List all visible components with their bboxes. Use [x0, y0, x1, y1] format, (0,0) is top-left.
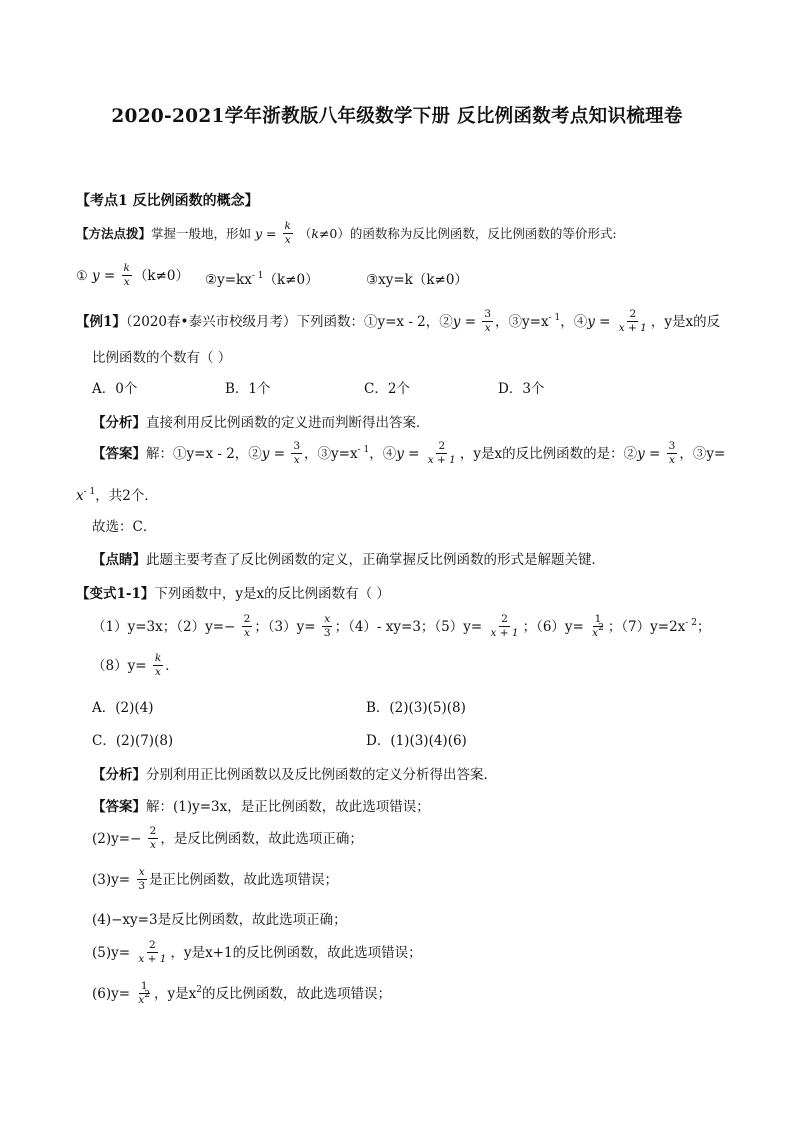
fraction-3-over-x: $\frac{3}{x}$: [293, 440, 301, 467]
variant-question: 【变式1-1】下列函数中，y是x的反比例函数有（ ）: [76, 586, 390, 602]
fraction-k-over-x: $\frac{k}{x}$: [284, 220, 291, 247]
method-text-a: 掌握一般地，形如: [151, 226, 252, 242]
fraction-3-over-x: $\frac{3}{x}$: [668, 440, 676, 467]
fraction-1-over-x-squared: $\frac{1}{x^2}$: [592, 613, 604, 640]
method-text-b: 的函数称为反比例函数，反比例函数的等价形式:: [349, 226, 617, 242]
form-2: $②y=kx^{- 1}(k\ne 0)$: [205, 271, 319, 288]
form-1: ① y = $\frac{k}{x}$ （k≠0）: [76, 262, 189, 289]
example1-answer: 【答案】解：①y=x - 2，②y = $\frac{3}{x}$ ，$③y=x^{- 1}$，④y = $\frac{2}{x + 1}$ ，y是x的反比例函数的是：②y = $\frac{3}{x}$ ，③y=: [92, 440, 726, 467]
variant-tag: 【变式1-1】: [76, 586, 155, 602]
fraction-k-over-x: $\frac{k}{x}$: [123, 262, 130, 289]
example1-analysis: 【分析】直接利用反比例函数的定义进而判断得出答案．: [92, 415, 430, 431]
fraction-2-over-x-plus-1: $\frac{2}{x + 1}$: [490, 613, 519, 640]
variant-answer-2: (2)y=− $\frac{2}{x}$ ，是反比例函数，故此选项正确；: [92, 825, 363, 852]
variant-answer-1: 【答案】解：(1)y=3x，是正比例函数，故此选项错误；: [92, 799, 430, 815]
fraction-x-over-3: $\frac{x}{3}$: [323, 613, 331, 640]
variant-analysis: 【分析】分别利用正比例函数以及反比例函数的定义分析得出答案．: [92, 767, 497, 783]
page-title: 2020-2021学年浙教版八年级数学下册 反比例函数考点知识梳理卷: [111, 106, 683, 127]
example1-choice: 故选：C．: [92, 519, 157, 535]
example1-option-d: D．3个: [498, 381, 545, 397]
variant-option-c: C．(2)(7)(8): [92, 733, 174, 749]
variant-answer-6: (6)y= $\frac{1}{x^2}$ ，y是$x^2$的反比例函数，故此选项错误；: [92, 980, 391, 1007]
example1-tag: 【例1】: [76, 314, 126, 331]
fraction-2-over-x: $\frac{2}{x}$: [243, 613, 251, 640]
fraction-2-over-x-plus-1: $\frac{2}{x + 1}$: [427, 440, 456, 467]
example1-answer-line2: $x^{- 1}$，共2个．: [76, 487, 158, 504]
fraction-1-over-x-squared: $\frac{1}{x^2}$: [138, 980, 151, 1007]
example1-option-c: C．2个: [364, 381, 410, 397]
variant-answer-4: (4)−xy=3是反比例函数，故此选项正确；: [92, 912, 347, 928]
variant-answer-5: (5)y= $\frac{2}{x + 1}$ ，y是x+1的反比例函数，故此选项错误；: [92, 939, 422, 966]
fraction-x-over-3: $\frac{x}{3}$: [138, 866, 146, 893]
variant-answer-3: (3)y= $\frac{x}{3}$ 是正比例函数，故此选项错误；: [92, 866, 339, 893]
variant-option-b: B．(2)(3)(5)(8): [366, 700, 466, 716]
example1-option-a: A．0个: [92, 381, 138, 397]
variant-items-line1: （1）y=3x；（2）y=− $\frac{2}{x}$ ；（3）y= $\frac{x}{3}$ ；（4）- xy=3；（5）y= $\frac{2}{x + 1}$ ；（6）y= $\frac{1}{x^2}$ ；$(7)y=2x^{- 2}$；: [92, 613, 711, 640]
fraction-2-over-x-plus-1: $\frac{2}{x + 1}$: [138, 939, 167, 966]
variant-option-d: D．(1)(3)(4)(6): [366, 733, 467, 749]
example1-comment: 【点睛】此题主要考查了反比例函数的定义，正确掌握反比例函数的形式是解题关键．: [92, 552, 605, 568]
example1-question: 【例1】（2020春•泰兴市校级月考）下列函数：①y=x - 2，②y = $\frac{3}{x}$ ，$③y=x^{- 1}$，④y = $\frac{2}{x + 1}$ ，y是x的反: [76, 308, 721, 335]
fraction-3-over-x: $\frac{3}{x}$: [484, 308, 492, 335]
method-tag: 【方法点拨】: [76, 226, 152, 242]
fraction-2-over-x: $\frac{2}{x}$: [149, 825, 157, 852]
example1-question-line2: 比例函数的个数有（ ）: [92, 350, 232, 366]
fraction-2-over-x-plus-1: $\frac{2}{x + 1}$: [618, 308, 647, 335]
variant-item8: （8）y= $\frac{k}{x}$ ．: [92, 652, 179, 679]
form-3: ③xy=k（k≠0）: [366, 272, 468, 288]
section-heading: 【考点1 反比例函数的概念】: [76, 193, 259, 209]
variant-option-a: A．(2)(4): [92, 700, 154, 716]
method-line: 【方法点拨】掌握一般地，形如 y = $\frac{k}{x}$ （k≠0）的函数称为反比例函数，反比例函数的等价形式:: [76, 220, 617, 247]
example1-option-b: B．1个: [225, 381, 271, 397]
fraction-k-over-x: $\frac{k}{x}$: [154, 652, 162, 679]
